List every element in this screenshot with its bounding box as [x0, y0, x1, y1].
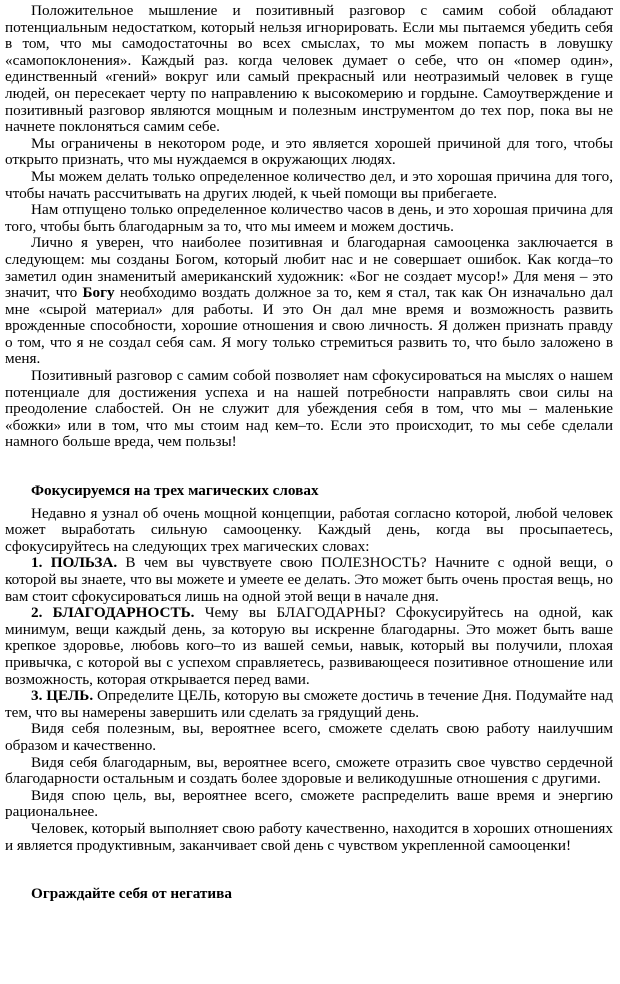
section-heading-negativity: Ограждайте себя от негатива — [31, 885, 232, 903]
list-item-goal-text: Определите ЦЕЛЬ, которую вы сможете достичь в течение Дня. Подумайте над тем, что вы намерены завершить или сделать за грядущий день. — [5, 687, 613, 721]
paragraph-self-worship: Положительное мышление и позитивный разговор с самим собой обладают потенциальным недостатком, который нельзя игнорировать. Если мы пытаемся убедить себя в том, что мы самодостаточны во всех смыслах, то мы можем попасть в ловушку «самопоклонения». Каждый раз. когда человек думает о себе, что он «помер один», единственный «гений» вокруг или самый прекрасный или неотразимый человек в гуще людей, он пересекает черту по направлению к высокомерию и гордыне. Самоутверждение и позитивный разговор являются мощным и полезным инструментом до тех пор, пока вы не начнете поклоняться самим себе. — [5, 2, 613, 136]
list-item-gratitude-text: Чему вы БЛАГОДАРНЫ? Сфокусируйтесь на одной, как минимум, вещи каждый день, за которую вы искренне благодарны. Это может быть ваше крепкое здоровье, любовь кого–то из вашей семьи, навык, который вы получили, плохая привычка, с которой вы с успехом справляетесь, развивающееся позитивное отношение или возможность, которая открывается перед вами. — [5, 604, 613, 688]
paragraph-intro: Недавно я узнал об очень мощной концепции, работая согласно которой, любой человек может выработать сильную самооценку. Каждый день, когда вы просыпаетесь, сфокусируйтесь на следующих трех магических словах: — [5, 504, 613, 555]
paragraph-god-after: необходимо воздать должное за то, кем я стал, так как Он изначально дал мне «сырой материал» для работы. И это Он дал мне время и возможность развить врожденные способности, хорошие отношения и свою личность. Я должен признать правду о том, что я не создал себя сам. Я могу только стремиться развить то, что было заложено в меня. — [5, 284, 613, 368]
paragraph-goal: Видя спою цель, вы, вероятнее всего, сможете распределить ваше время и энергию рациональнее. — [5, 786, 613, 821]
paragraph-god-before: Лично я уверен, что наиболее позитивная и благодарная самооценка заключается в следующем: мы созданы Богом, который любит нас и не совершает ошибок. Как когда–то заметил один знаменитый американский художник: «Бог не создает мусор!» Для меня – это значит, что — [5, 234, 613, 302]
paragraph-conclusion: Человек, который выполняет свою работу качественно, находится в хороших отношениях и является продуктивным, заканчивает свой день с чувством укрепленной самооценки! — [5, 819, 613, 854]
list-item-gratitude-label: 2. БЛАГОДАРНОСТЬ. — [31, 604, 195, 622]
list-item-goal — [5, 688, 613, 721]
list-item-benefit — [5, 555, 613, 605]
list-item-benefit-label: 1. ПОЛЬЗА. — [31, 554, 118, 572]
paragraph-god — [5, 235, 613, 368]
paragraph-useful: Видя себя полезным, вы, вероятнее всего, сможете сделать свою работу наилучшим образом и качественно. — [5, 720, 613, 754]
list-item-gratitude — [5, 605, 613, 688]
document-page — [5, 3, 613, 903]
paragraph-tasks: Мы можем делать только определенное количество дел, и это хорошая причина для того, чтобы начать рассчитывать на других людей, к чьей помощи вы прибегаете. — [5, 167, 613, 202]
list-item-goal-label: 3. ЦЕЛЬ. — [31, 687, 94, 705]
paragraph-hours: Нам отпущено только определенное количество часов в день, и это хорошая причина для того, чтобы быть благодарным за то, что мы имеем и можем достичь. — [5, 201, 613, 235]
paragraph-positive-talk: Позитивный разговор с самим собой позволяет нам сфокусироваться на мыслях о нашем потенциале для достижения успеха и на нашей потребности направлять свои силы на преодоление слабостей. Он не служит для убеждения себя в том, что мы – маленькие «божки» или в том, что мы стоим над кем–то. Если это происходит, то мы себе сделали намного больше вреда, чем пользы! — [5, 367, 613, 451]
paragraph-limited: Мы ограничены в некотором роде, и это является хорошей причиной для того, чтобы открыто признать, что мы нуждаемся в окружающих людях. — [5, 134, 613, 169]
list-item-benefit-text: В чем вы чувствуете свою ПОЛЕЗНОСТЬ? Начните с одной вещи, о которой вы знаете, что вы можете и умеете ее делать. Это может быть очень простая вещь, но вам стоит сфокусироваться лишь на одной этой вещи в начале дня. — [5, 554, 613, 605]
paragraph-grateful: Видя себя благодарным, вы, вероятнее всего, сможете отразить свое чувство сердечной благодарности остальным и создать более здоровые и великодушные отношения с другими. — [5, 753, 613, 788]
paragraph-god-bold: Богу — [82, 284, 115, 302]
section-heading-magic-words: Фокусируемся на трех магических словах — [31, 482, 319, 500]
